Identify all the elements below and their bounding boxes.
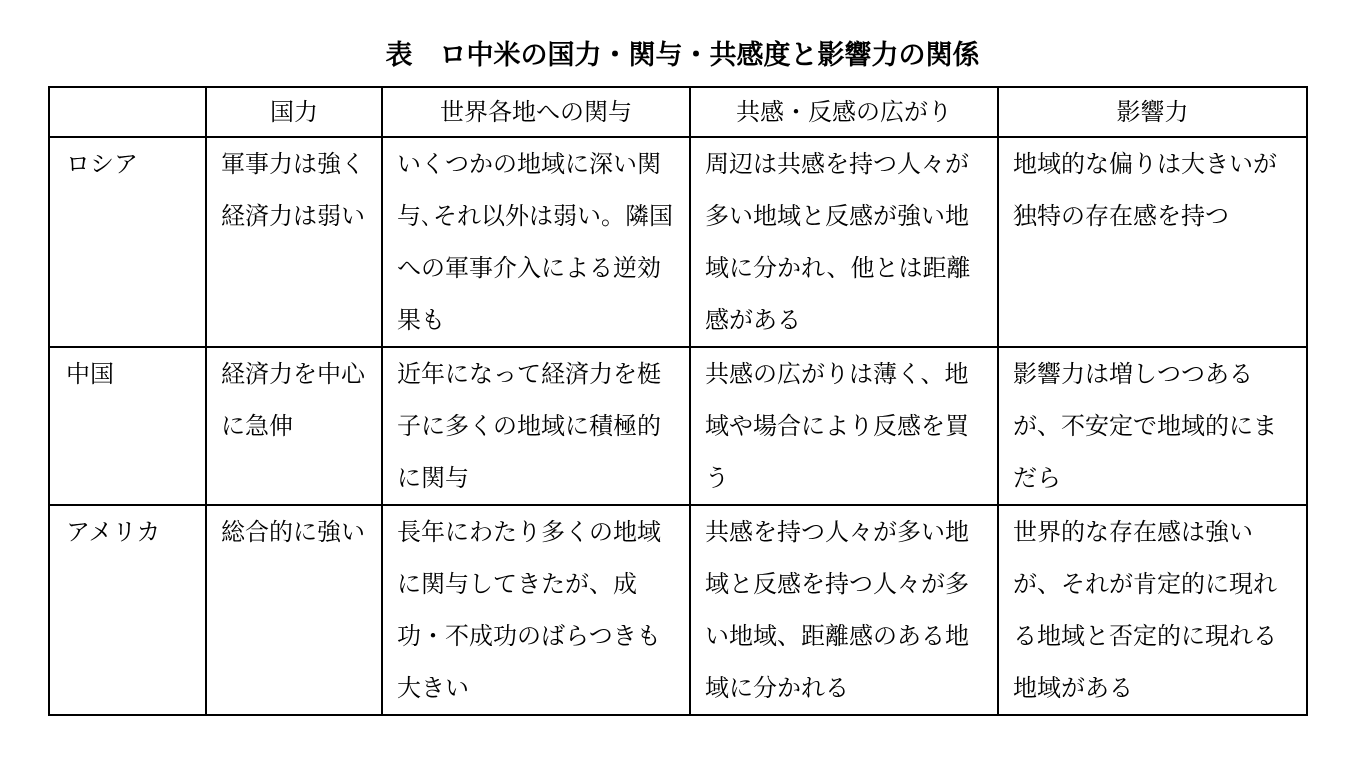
power-text: 軍事力は強く経済力は弱い xyxy=(221,150,365,230)
sympathy-cell xyxy=(690,137,998,347)
involvement-cell xyxy=(382,137,690,347)
table-row xyxy=(49,137,1307,347)
sympathy-text: 共感の広がりは薄く、地域や場合により反感を買う xyxy=(705,360,969,492)
sympathy-cell xyxy=(690,347,998,505)
row-name: 中国 xyxy=(66,360,114,388)
relationship-table xyxy=(48,86,1308,716)
row-name: ロシア xyxy=(66,150,138,178)
sympathy-text: 周辺は共感を持つ人々が多い地域と反感が強い地域に分かれ、他とは距離感がある xyxy=(705,150,971,334)
power-cell xyxy=(206,505,382,715)
influence-cell xyxy=(998,137,1307,347)
power-cell xyxy=(206,137,382,347)
involvement-text: 近年になって経済力を梃子に多くの地域に積極的に関与 xyxy=(397,360,661,492)
involvement-text: 長年にわたり多くの地域に関与してきたが、成功・不成功のばらつきも大きい xyxy=(397,518,661,702)
header-corner-cell xyxy=(49,87,206,137)
table-row xyxy=(49,347,1307,505)
power-text: 経済力を中心に急伸 xyxy=(221,360,365,440)
influence-cell xyxy=(998,347,1307,505)
row-name: アメリカ xyxy=(66,518,161,546)
header-national-power: 国力 xyxy=(206,87,382,137)
power-cell xyxy=(206,347,382,505)
page-title: 表 ロ中米の国力・関与・共感度と影響力の関係 xyxy=(385,40,980,71)
influence-text: 影響力は増しつつあるが、不安定で地域的にまだら xyxy=(1013,360,1277,492)
table-header-row xyxy=(49,87,1307,137)
power-text: 総合的に強い xyxy=(221,518,365,546)
influence-cell xyxy=(998,505,1307,715)
header-influence: 影響力 xyxy=(998,87,1307,137)
sympathy-text: 共感を持つ人々が多い地域と反感を持つ人々が多い地域、距離感のある地域に分かれる xyxy=(705,518,969,702)
sympathy-cell xyxy=(690,505,998,715)
header-global-involvement: 世界各地への関与 xyxy=(382,87,690,137)
header-sympathy-antipathy: 共感・反感の広がり xyxy=(690,87,998,137)
row-name-cell xyxy=(49,505,206,715)
row-name-cell xyxy=(49,137,206,347)
table-row xyxy=(49,505,1307,715)
involvement-cell xyxy=(382,505,690,715)
influence-text: 地域的な偏りは大きいが独特の存在感を持つ xyxy=(1013,150,1277,230)
involvement-cell xyxy=(382,347,690,505)
involvement-text: いくつかの地域に深い関与､それ以外は弱い。隣国への軍事介入による逆効果も xyxy=(397,150,673,334)
influence-text: 世界的な存在感は強いが、それが肯定的に現れる地域と否定的に現れる地域がある xyxy=(1013,518,1277,702)
row-name-cell xyxy=(49,347,206,505)
